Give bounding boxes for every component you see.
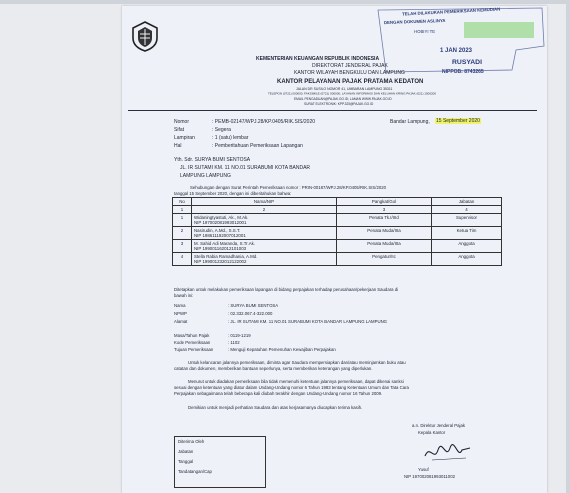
place-date-prefix: Bandar Lampung, <box>390 119 430 125</box>
sifat-value: : Segera <box>212 127 231 133</box>
masa-label: Masa/Tahun Pajak <box>174 333 210 338</box>
table-header-row <box>173 198 502 206</box>
examiner-nip: NIP 198611192007012001 <box>194 233 246 238</box>
para4-line-3: Perpajakan sebagaimana telah beberapa kali diubah terakhir dengan Undang-Undang nomor 16 Tahun 2009. <box>174 391 383 396</box>
para2-line-1: Ditetapkan untuk melakukan pemeriksaan lapangan di bidang perpajakan terhadap perusahaan/pekerjaan Saudara di <box>174 287 399 292</box>
signatory-name: Yusuf <box>418 467 429 472</box>
examiner-nip: NIP 199001162012101003 <box>194 246 247 251</box>
examiner-name: M. Sahid Adi Maranda, S.Tr.Ak. <box>194 241 256 246</box>
receipt-title: Diterima Oleh <box>178 439 205 444</box>
npwp-value: : 02.332.067.4-322.000 <box>228 311 273 316</box>
stamp-line-3: HOBIYI TE <box>414 29 436 34</box>
examiner-table <box>172 197 502 266</box>
examiner-name: Nasirudin, A.Md., S.S.T. <box>194 228 241 233</box>
recipient-line-1: Yth. Sdr. SURYA BUMI SENTOSA <box>174 157 251 163</box>
para3-line-2: catatan dan dokumen, memberikan bantuan seperlunya, serta memberikan keterangan yang diperlukan. <box>174 366 373 371</box>
window-scrollbar[interactable] <box>566 0 570 493</box>
tujuan-value: : Menguji Kepatuhan Pemenuhan Kewajiban Perpajakan <box>228 347 336 352</box>
lampiran-value: : 1 (satu) lembar <box>212 135 249 141</box>
examiner-name: Stella Rabia Ramadhania, A.Md. <box>194 254 258 259</box>
receipt-tanggal: Tanggal <box>178 459 194 464</box>
col-name: Nama/NIP <box>192 198 337 206</box>
examiner-nip: NIP 199001232012122002 <box>194 259 247 264</box>
header-address-4: SURAT ELEKTRONIK: KPP.325@PAJAK.GO.ID <box>304 101 374 106</box>
header-directorate: DIREKTORAT JENDERAL PAJAK <box>312 63 388 69</box>
hal-value: : Pemberitahuan Pemeriksaan Lapangan <box>212 143 303 149</box>
receipt-jabatan: Jabatan <box>178 449 194 454</box>
nomor-value: : PEMB-02147/WPJ.28/KP.0405/RIK.SIS/2020 <box>212 119 316 125</box>
recipient-line-2: JL. IR SUTAMI KM. 11 NO.01 SURABUMI KOTA BANDAR <box>180 165 311 171</box>
tujuan-label: Tujuan Pemeriksaan <box>174 347 214 352</box>
examiner-role: Ketua Tim <box>432 227 502 240</box>
stamp-name: RUSYADI <box>452 59 482 66</box>
nama-label: Nama <box>174 303 186 308</box>
header-regional-office: KANTOR WILAYAH BENGKULU DAN LAMPUNG <box>294 70 405 76</box>
signatory-nip: NIP 197002081993011002 <box>404 474 455 479</box>
kode-label: Kode Pemeriksaan <box>174 340 211 345</box>
para2-line-2: bawah ini: <box>174 293 194 298</box>
para4-line-1: Menurut untuk diadakan pemeriksaan bila tidak memenuhi ketentuan jalannya pemeriksaan, dapat dikenai sanksi <box>188 379 404 384</box>
header-address-3: EMAIL PENGADUAN@PAJAK.GO.ID; LAMAN WWW.PAJAK.GO.ID <box>294 96 392 101</box>
table-index-row: 1 2 3 4 <box>173 206 502 214</box>
header-address-1: JALAN DR SUSILO NOMOR 41, UMBARAN LAMPUNG 35311 <box>296 86 393 91</box>
window-top-edge <box>0 0 570 4</box>
header-ministry: KEMENTERIAN KEUANGAN REPUBLIK INDONESIA <box>256 56 380 62</box>
scanned-document-page <box>122 6 547 493</box>
stamp-nip: NIPPOB: 8743265 <box>442 69 484 75</box>
table-row: 4 Stella Rabia Ramadhania, A.Md. NIP 199001232012122002 Pengatur/IIc Anggota <box>173 253 502 266</box>
nama-value: : SURYA BUMI SENTOSA <box>228 303 279 308</box>
para1-line-1: Sehubungan dengan Surat Perintah Pemeriksaan nomor : PRIN-00187/WPJ.28/KP.0405/RIK.SIS/2020 <box>190 185 387 190</box>
examiner-role: Anggota <box>432 240 502 253</box>
alamat-value: : JL. IR SUTAMI KM. 11 NO.01 SURABUMI KOTA BANDAR LAMPUNG LAMPUNG <box>228 319 388 324</box>
hal-label: Hal <box>174 143 182 149</box>
table-row: 1 Widaningtyastuti, Ak., M.Ak. NIP 197002081993012001 Penata Tk.I/IIId Supervisor <box>173 214 502 227</box>
examiner-rank: Penata Muda/IIIa <box>337 227 432 240</box>
signature-title: Kepala Kantor <box>418 430 446 435</box>
letterhead-divider <box>128 110 537 111</box>
kode-value: : 1102 <box>228 340 240 345</box>
examiner-nip: NIP 197002081993012001 <box>194 220 247 225</box>
letter-date: 15 September 2020 <box>436 118 480 124</box>
ministry-emblem-icon <box>130 20 160 52</box>
examiner-rank: Penata Tk.I/IIId <box>337 214 432 227</box>
examiner-role: Supervisor <box>432 214 502 227</box>
examiner-name: Widaningtyastuti, Ak., M.Ak. <box>194 215 249 220</box>
lampiran-label: Lampiran <box>174 135 195 141</box>
masa-value: : 0119-1219 <box>228 333 251 338</box>
col-no: No <box>173 198 192 206</box>
header-tax-office: KANTOR PELAYANAN PAJAK PRATAMA KEDATON <box>277 79 424 85</box>
handwritten-signature <box>422 442 474 464</box>
recipient-line-3: LAMPUNG LAMPUNG <box>180 173 231 179</box>
para3-line-1: Untuk kelancaran jalannya pemeriksaan, diminta agar Saudara mempersiapkan dan/atau meminjamkan buku atau <box>188 360 406 365</box>
examiner-rank: Pengatur/IIc <box>337 253 432 266</box>
nomor-label: Nomor <box>174 119 190 125</box>
stamp-line-2: DENGAN DOKUMEN ASLINYA <box>383 17 446 26</box>
col-rank: Pangkat/Gol <box>337 198 432 206</box>
receipt-signature: Tandatangan/Cap <box>178 469 212 474</box>
examiner-rank: Penata Muda/IIIa <box>337 240 432 253</box>
examiner-role: Anggota <box>432 253 502 266</box>
para1-line-2: tanggal 15 September 2020, dengan ini diberitahukan bahwa: <box>174 191 292 196</box>
sifat-label: Sifat <box>174 127 185 133</box>
table-row: 3 M. Sahid Adi Maranda, S.Tr.Ak. NIP 199001162012101003 Penata Muda/IIIa Anggota <box>173 240 502 253</box>
table-row: 2 Nasirudin, A.Md., S.S.T. NIP 198611192007012001 Penata Muda/IIIa Ketua Tim <box>173 227 502 240</box>
signature-on-behalf: a.n. Direktur Jenderal Pajak <box>412 423 466 428</box>
col-role: Jabatan <box>432 198 502 206</box>
alamat-label: Alamat <box>174 319 188 324</box>
para4-line-2: sesuai dengan ketentuan yang diatur dalam Undang-Undang nomor 6 Tahun 1983 tentang Ketentuan Umum dan Tata Cara <box>174 385 409 390</box>
npwp-label: NPWP <box>174 311 187 316</box>
stamp-date: 1 JAN 2023 <box>440 48 473 54</box>
header-address-2: TELEPON (0721) 000000; FAKSIMILE (0721) 000000; LAYANAN INFORMASI DAN KELUHAN KRING PAJAK (021) 1500200 <box>268 91 437 96</box>
closing-paragraph: Demikian untuk menjadi perhatian Saudara dan atas kerjasamanya diucapkan terima kasih. <box>188 405 363 410</box>
stamp-line-1: TELAH DILAKUKAN PEMERIKSAAN KEMUDIAN <box>401 6 501 17</box>
